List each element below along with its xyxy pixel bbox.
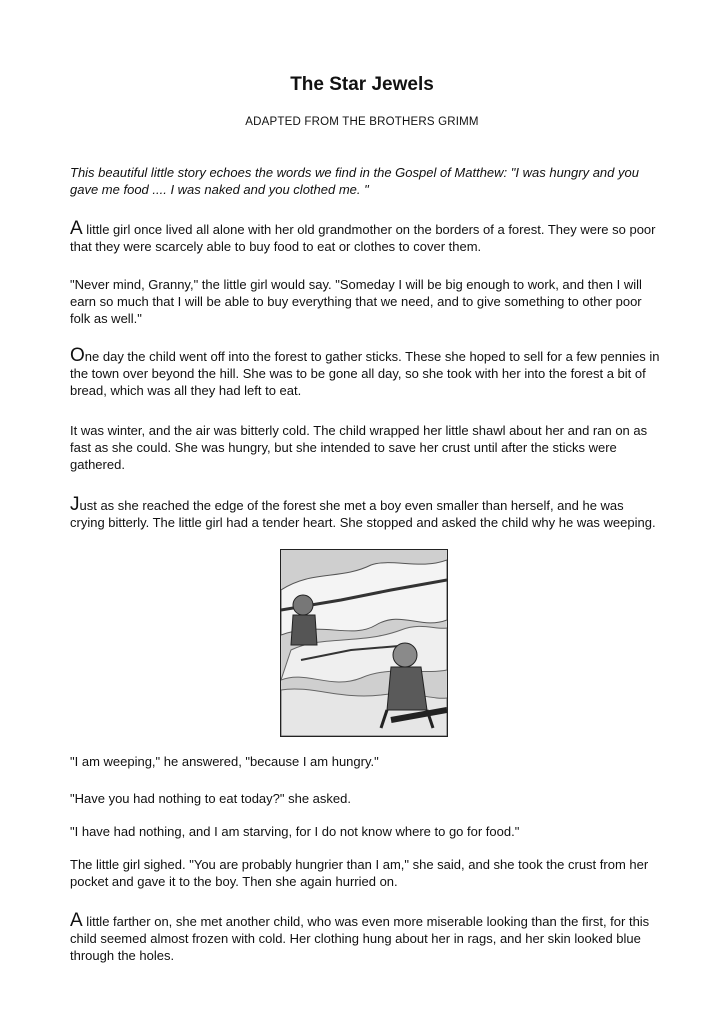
drop-cap: A: [70, 910, 83, 931]
paragraph-6: "I am weeping," he answered, "because I am hungry.": [70, 754, 379, 769]
page-subtitle: ADAPTED FROM THE BROTHERS GRIMM: [245, 116, 479, 128]
paragraph-3: [70, 345, 660, 399]
paragraph-10: [70, 910, 660, 964]
intro-paragraph: This beautiful little story echoes the words we find in the Gospel of Matthew: "I was hungry and you gave me food .... I was naked and you clothed me. ": [70, 165, 639, 197]
story-illustration: [280, 549, 448, 737]
paragraph-7: "Have you had nothing to eat today?" she asked.: [70, 791, 351, 806]
paragraph-5: [70, 494, 660, 531]
paragraph-4: It was winter, and the air was bitterly cold. The child wrapped her little shawl about her and ran on as fast as she could. She was hungry, but she intended to save her crust until after the sticks were gathered.: [70, 423, 648, 472]
paragraph-9: The little girl sighed. "You are probably hungrier than I am," she said, and she took the crust from her pocket and gave it to the boy. Then she again hurried on.: [70, 857, 649, 889]
drop-cap: J: [70, 494, 80, 515]
paragraph-2: "Never mind, Granny," the little girl would say. "Someday I will be big enough to work, and then I will earn so much that I will be able to buy everything that we need, and to give something to other poor folk as well.": [70, 277, 642, 326]
winter-forest-children-image: [281, 550, 447, 736]
paragraph-text: little farther on, she met another child, who was even more miserable looking than the first, for this child seemed almost frozen with cold. Her clothing hung about her in rags, and her skin looked blue through the holes.: [70, 914, 650, 963]
paragraph-text: ne day the child went off into the forest to gather sticks. These she hoped to sell for a few pennies in the town over beyond the hill. She was to be gone all day, so she took with her into the forest a bit of bread, which was all they had left to eat.: [70, 349, 660, 398]
paragraph-1: [70, 218, 660, 255]
paragraph-8: "I have had nothing, and I am starving, for I do not know where to go for food.": [70, 824, 520, 839]
drop-cap: O: [70, 345, 85, 366]
paragraph-text: ust as she reached the edge of the forest she met a boy even smaller than herself, and he was crying bitterly. The little girl had a tender heart. She stopped and asked the child why he was weeping.: [70, 498, 656, 530]
drop-cap: A: [70, 218, 83, 239]
page-title: The Star Jewels: [290, 74, 434, 95]
paragraph-text: little girl once lived all alone with her old grandmother on the borders of a forest. They were so poor that they were scarcely able to buy food to eat or clothes to cover them.: [70, 222, 656, 254]
